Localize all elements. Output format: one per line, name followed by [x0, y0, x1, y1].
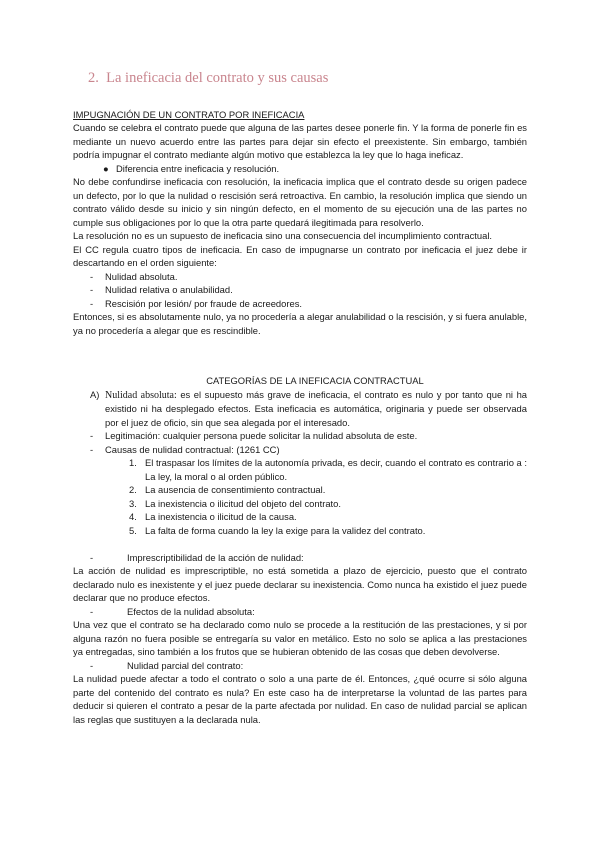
imprescriptibilidad-paragraph: La acción de nulidad es imprescriptible, no está sometida a plazo de ejercicio, puesto que el contrato declarado nulo es inexistente y el juez puede declarar su inexistencia. Como nunca ha existido el juez puede declarar que no produce efectos.: [73, 565, 527, 603]
nulidad-absoluta-text: es el supuesto más grave de ineficacia, el contrato es nulo y por tanto que ni ha existido ni ha desplegado efectos. Esta ineficacia es automática, originaria y puede ser observada por el juez de oficio, sin que sea alegada por el interesado.: [105, 388, 527, 428]
nulidad-parcial-paragraph: La nulidad puede afectar a todo el contrato o solo a una parte de él. Entonces, ¿qué ocurre si sólo alguna parte del contenido del contrato es nula? En este caso ha de interpretarse la voluntad de las partes para deducir si quieren el contrato a pesar de la parte afectada por nulidad. En caso de nulidad parcial se aplican las reglas que sustituyen a la declarada nula.: [73, 673, 527, 725]
cause-item: 5. La falta de forma cuando la ley la exige para la validez del contrato.: [129, 524, 426, 536]
list-item: - Nulidad absoluta.: [90, 270, 178, 282]
list-item: - Rescisión por lesión/ por fraude de acreedores.: [90, 297, 302, 309]
bullet-item: [73, 162, 527, 176]
imprescriptibilidad-title: - Imprescriptibilidad de la acción de nulidad:: [90, 551, 304, 563]
difference-paragraph: No debe confundirse ineficacia con resolución, la ineficacia implica que el contrato desde su origen padece un defecto, por lo que la nulidad o rescisión será retroactiva. En cambio, la resolución implica que siendo un contrato válido desde su inicio y sin ningún defecto, en el momento de su ejecución una de las partes no cumple sus obligaciones por lo que la otra parte quedará ilegitimada para resolverlo.: [73, 176, 527, 228]
cause-item: 3. La inexistencia o ilicitud del objeto del contrato.: [129, 497, 341, 509]
categorias-title: CATEGORÍAS DE LA INEFICACIA CONTRACTUAL: [206, 375, 424, 386]
bullet-text: Diferencia entre ineficacia y resolución.: [116, 162, 280, 174]
intro-paragraph: Cuando se celebra el contrato puede que alguna de las partes desee ponerle fin. Y la forma de ponerle fin es mediante un nuevo acuerdo entre las partes para dejar sin efecto el preexistente. Sin embargo, también podría impugnar el contrato mediante algún motivo que establezca la ley que lo haga ineficaz.: [73, 122, 527, 160]
cause-item: 1. El traspasar los límites de la autonomía privada, es decir, cuando el contrato es contrario a : La ley, la moral o al orden público.: [129, 457, 527, 482]
cause-item: 4. La inexistencia o ilicitud de la causa.: [129, 511, 297, 522]
bullet-dot-icon: ●: [103, 162, 109, 174]
efectos-title: - Efectos de la nulidad absoluta:: [90, 605, 255, 617]
impugnacion-title: IMPUGNACIÓN DE UN CONTRATO POR INEFICACIA: [73, 109, 305, 120]
cause-item: 2. La ausencia de consentimiento contractual.: [129, 484, 326, 495]
heading-number: 2.: [88, 70, 99, 86]
resolution-paragraph: La resolución no es un supuesto de ineficacia sino una consecuencia del incumplimiento contractual.: [73, 230, 493, 241]
section-heading: [88, 70, 328, 87]
item-marker: A): [90, 388, 100, 400]
conclusion-paragraph: Entonces, si es absolutamente nulo, ya no procedería a alegar anulabilidad o la rescisión, y si fuera anulable, ya no procedería a alegar que es rescindible.: [73, 311, 527, 336]
section2-block: [73, 374, 527, 726]
causas-title-item: - Causas de nulidad contractual: (1261 CC): [90, 443, 280, 455]
efectos-paragraph: Una vez que el contrato se ha declarado como nulo se procede a la restitución de las prestaciones, y si por alguna razón no fuera posible se entregaría su valor en metálico. Esto no solo se aplica a las prestaciones ya entregadas, sino también a los frutos que se hubieran obtenido de las cosas que deben devolverse.: [73, 619, 527, 657]
list-item: - Nulidad relativa o anulabilidad.: [90, 284, 233, 295]
section1-block: [73, 121, 527, 337]
nulidad-absoluta-item: [73, 388, 527, 430]
nulidad-parcial-title: - Nulidad parcial del contrato:: [90, 659, 244, 671]
nulidad-absoluta-lead: Nulidad absoluta:: [105, 389, 177, 401]
types-paragraph: El CC regula cuatro tipos de ineficacia. En caso de impugnarse un contrato por ineficacia el juez debe ir descartando en el orden siguiente:: [73, 243, 527, 268]
heading-title: La ineficacia del contrato y sus causas: [106, 70, 329, 86]
legitimacion-item: - Legitimación: cualquier persona puede solicitar la nulidad absoluta de este.: [90, 430, 418, 441]
